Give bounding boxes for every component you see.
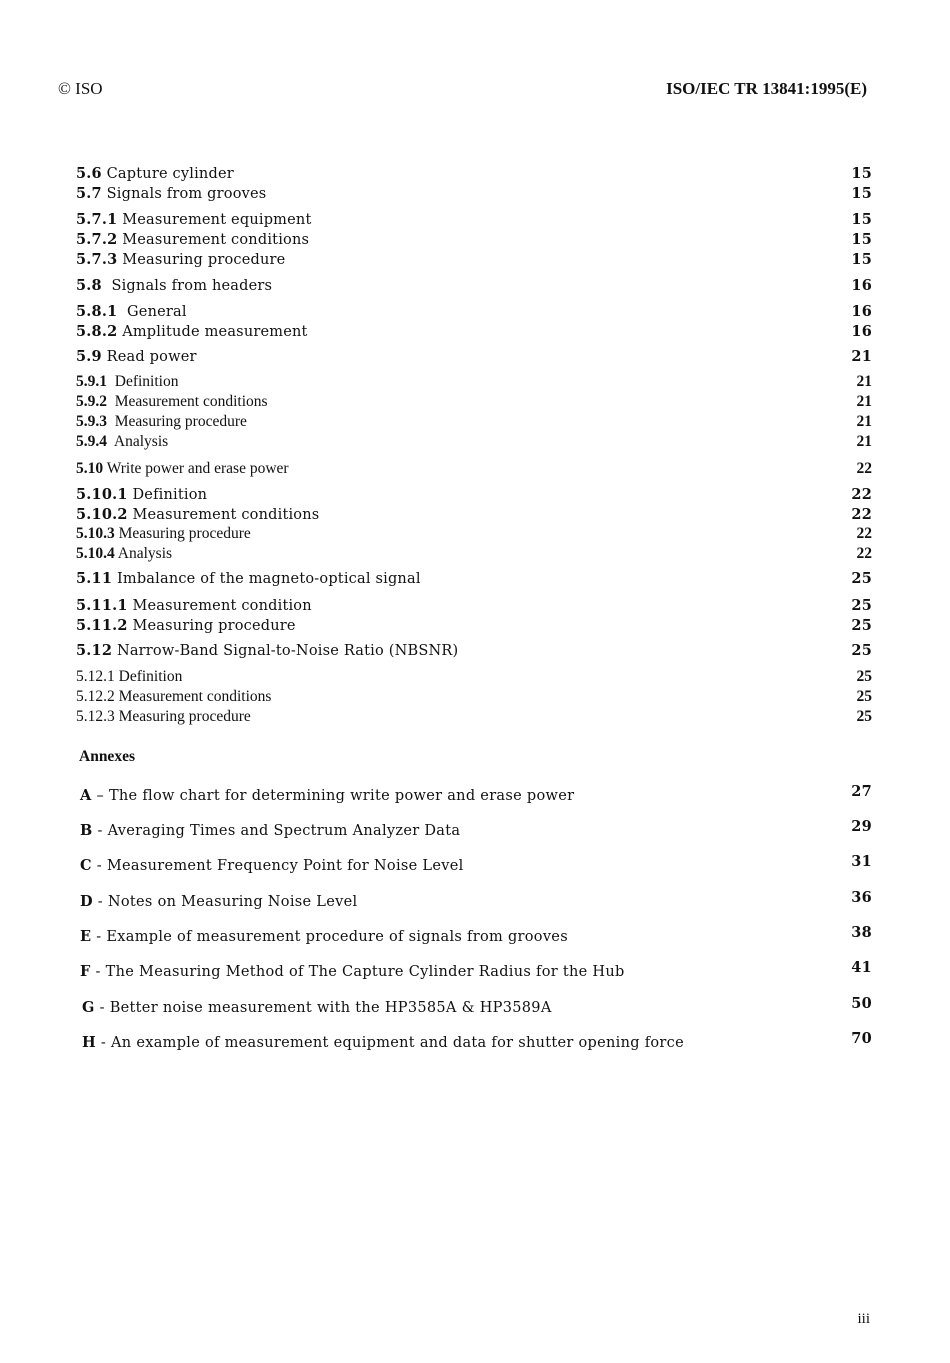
- toc-entry-page: 21: [856, 413, 872, 430]
- toc-entry-page: 25: [851, 617, 872, 634]
- toc-entry[interactable]: [76, 393, 872, 411]
- toc-entry-page: 25: [856, 668, 872, 685]
- toc-entry-page: 22: [856, 545, 872, 562]
- toc-entry-number: 5.10.2: [76, 506, 128, 523]
- toc-entry-page: 25: [851, 597, 872, 614]
- toc-entry[interactable]: [76, 668, 872, 686]
- toc-entry[interactable]: [76, 486, 872, 503]
- annex-letter: E: [80, 928, 92, 945]
- toc-entry-page: 15: [851, 185, 872, 202]
- toc-entry-page: 21: [851, 348, 872, 365]
- toc-entry-title: Measurement conditions: [122, 232, 310, 248]
- toc-entry-title: Signals from grooves: [106, 186, 267, 202]
- annex-title: Measurement Frequency Point for Noise Level: [106, 858, 464, 874]
- toc-entry[interactable]: [76, 277, 872, 294]
- annex-entry[interactable]: [80, 853, 872, 874]
- toc-entry-title: Measuring procedure: [114, 413, 247, 430]
- toc-entry[interactable]: [76, 688, 872, 706]
- toc-entry[interactable]: [76, 303, 872, 320]
- annex-letter: H: [82, 1034, 96, 1051]
- toc-entry-title: Measuring procedure: [122, 252, 286, 268]
- page-number: iii: [857, 1311, 870, 1327]
- toc-entry-number: 5.7.2: [76, 231, 118, 248]
- annex-title: The flow chart for determining write power and erase power: [108, 788, 575, 804]
- toc-entry-page: 21: [856, 393, 872, 410]
- toc-entry-number: 5.11.1: [76, 597, 128, 614]
- toc-entry-title: Read power: [106, 349, 197, 365]
- annex-separator: -: [92, 823, 108, 839]
- toc-entry-title: Measuring procedure: [132, 618, 296, 634]
- annex-separator: -: [90, 964, 106, 980]
- toc-entry[interactable]: [76, 525, 872, 543]
- toc-entry-number: 5.11.2: [76, 617, 128, 634]
- toc-entry-number: 5.12.3: [76, 708, 115, 725]
- page-header-left: © ISO: [58, 79, 103, 98]
- toc-entry-title: Narrow-Band Signal-to-Noise Ratio (NBSNR): [116, 643, 459, 659]
- toc-entry-page: 16: [851, 277, 872, 294]
- annex-entry[interactable]: [80, 924, 872, 945]
- page-header-right: ISO/IEC TR 13841:1995(E): [666, 79, 867, 98]
- toc-entry-title: Measurement conditions: [118, 688, 272, 705]
- toc-entry-page: 15: [851, 211, 872, 228]
- toc-entry-title: Measurement conditions: [114, 393, 268, 410]
- toc-entry-number: 5.10.1: [76, 486, 128, 503]
- toc-entry-title: Measuring procedure: [118, 708, 251, 725]
- toc-entry-title: Definition: [114, 373, 179, 390]
- annex-title: Notes on Measuring Noise Level: [107, 894, 358, 910]
- toc-entry-page: 21: [856, 433, 872, 450]
- toc-entry-number: 5.6: [76, 165, 102, 182]
- toc-entry-number: 5.12.1: [76, 668, 115, 685]
- annex-entry[interactable]: [80, 783, 872, 804]
- toc-entry-number: 5.12.2: [76, 688, 115, 705]
- toc-entry-title: Measuring procedure: [118, 525, 251, 542]
- annex-letter: C: [80, 857, 92, 874]
- toc-entry[interactable]: [76, 506, 872, 523]
- annexes-heading: Annexes: [79, 748, 135, 765]
- toc-entry[interactable]: [76, 185, 872, 202]
- annex-page: 38: [851, 924, 872, 941]
- annex-entry[interactable]: [82, 1030, 874, 1051]
- toc-entry-title: Measurement condition: [132, 598, 312, 614]
- toc-entry[interactable]: [76, 348, 872, 365]
- toc-entry[interactable]: [76, 211, 872, 228]
- annex-letter: A: [80, 787, 92, 804]
- toc-entry-page: 25: [851, 570, 872, 587]
- annex-letter: B: [80, 822, 93, 839]
- annex-letter: D: [80, 893, 93, 910]
- annex-page: 41: [851, 959, 872, 976]
- toc-entry-page: 15: [851, 165, 872, 182]
- annex-page: 31: [851, 853, 872, 870]
- toc-entry-page: 22: [856, 525, 872, 542]
- annex-entry[interactable]: [80, 959, 872, 980]
- toc-entry-number: 5.9.3: [76, 413, 107, 430]
- toc-entry-title: Definition: [118, 668, 183, 685]
- annex-separator: -: [94, 1000, 110, 1016]
- toc-entry[interactable]: [76, 165, 872, 182]
- toc-entry-title: Write power and erase power: [106, 460, 289, 477]
- annex-page: 36: [851, 889, 872, 906]
- toc-entry-number: 5.9: [76, 348, 102, 365]
- annex-page: 50: [851, 995, 872, 1012]
- annex-page: 70: [851, 1030, 872, 1047]
- toc-entry-number: 5.10.4: [76, 545, 115, 562]
- toc-entry[interactable]: [76, 545, 872, 563]
- annex-title: The Measuring Method of The Capture Cylinder Radius for the Hub: [105, 964, 625, 980]
- annex-title: Averaging Times and Spectrum Analyzer Data: [107, 823, 461, 839]
- toc-entry[interactable]: [76, 617, 872, 634]
- toc-entry[interactable]: [76, 251, 872, 268]
- toc-entry-page: 15: [851, 231, 872, 248]
- toc-entry-title: Analysis: [117, 545, 173, 562]
- toc-entry-page: 16: [851, 323, 872, 340]
- toc-entry-title: Amplitude measurement: [122, 324, 308, 340]
- toc-entry[interactable]: [76, 460, 872, 478]
- toc-entry-title: Signals from headers: [111, 278, 273, 294]
- toc-entry[interactable]: [76, 413, 872, 431]
- toc-entry-page: 25: [856, 688, 872, 705]
- toc-entry-number: 5.9.4: [76, 433, 107, 450]
- toc-entry-number: 5.7.1: [76, 211, 118, 228]
- annex-title: Example of measurement procedure of signals from grooves: [106, 929, 568, 945]
- annex-title: An example of measurement equipment and data for shutter opening force: [111, 1035, 684, 1051]
- toc-entry[interactable]: [76, 570, 872, 587]
- toc-entry[interactable]: [76, 708, 872, 726]
- annex-entry[interactable]: [80, 818, 872, 839]
- toc-entry[interactable]: [76, 323, 872, 340]
- annex-entry[interactable]: [82, 995, 874, 1016]
- toc-entry-title: Analysis: [113, 433, 169, 450]
- toc-entry-page: 22: [856, 460, 872, 477]
- toc-entry-number: 5.8.2: [76, 323, 118, 340]
- toc-entry-page: 22: [851, 486, 872, 503]
- annex-separator: -: [91, 929, 107, 945]
- annex-letter: F: [80, 963, 91, 980]
- annex-separator: -: [91, 858, 107, 874]
- annex-page: 27: [851, 783, 872, 800]
- toc-entry-page: 25: [851, 642, 872, 659]
- toc-entry-page: 22: [851, 506, 872, 523]
- toc-entry-number: 5.8.1: [76, 303, 118, 320]
- toc-entry-title: Imbalance of the magneto-optical signal: [116, 571, 421, 587]
- toc-entry-number: 5.12: [76, 642, 113, 659]
- annex-separator: –: [91, 788, 109, 804]
- toc-entry-number: 5.8: [76, 277, 102, 294]
- toc-entry-title: Measurement conditions: [132, 507, 320, 523]
- toc-entry-page: 21: [856, 373, 872, 390]
- annex-separator: -: [92, 894, 108, 910]
- toc-entry-title: Definition: [132, 487, 208, 503]
- toc-entry-title: Capture cylinder: [106, 166, 234, 182]
- toc-entry-page: 25: [856, 708, 872, 725]
- toc-entry-number: 5.9.1: [76, 373, 107, 390]
- toc-entry-number: 5.7: [76, 185, 102, 202]
- toc-entry[interactable]: [76, 373, 872, 391]
- toc-entry-title: General: [127, 304, 187, 320]
- toc-entry-page: 15: [851, 251, 872, 268]
- toc-entry-number: 5.7.3: [76, 251, 118, 268]
- toc-entry-number: 5.10.3: [76, 525, 115, 542]
- toc-entry[interactable]: [76, 597, 872, 614]
- toc-entry-number: 5.11: [76, 570, 113, 587]
- toc-entry[interactable]: [76, 642, 872, 659]
- annex-entry[interactable]: [80, 889, 872, 910]
- annex-separator: -: [96, 1035, 112, 1051]
- toc-entry-title: Measurement equipment: [122, 212, 312, 228]
- annex-page: 29: [851, 818, 872, 835]
- toc-entry[interactable]: [76, 433, 872, 451]
- annex-letter: G: [82, 999, 95, 1016]
- toc-entry-page: 16: [851, 303, 872, 320]
- annex-title: Better noise measurement with the HP3585A & HP3589A: [109, 1000, 552, 1016]
- toc-entry[interactable]: [76, 231, 872, 248]
- toc-entry-number: 5.9.2: [76, 393, 107, 410]
- toc-entry-number: 5.10: [76, 460, 104, 477]
